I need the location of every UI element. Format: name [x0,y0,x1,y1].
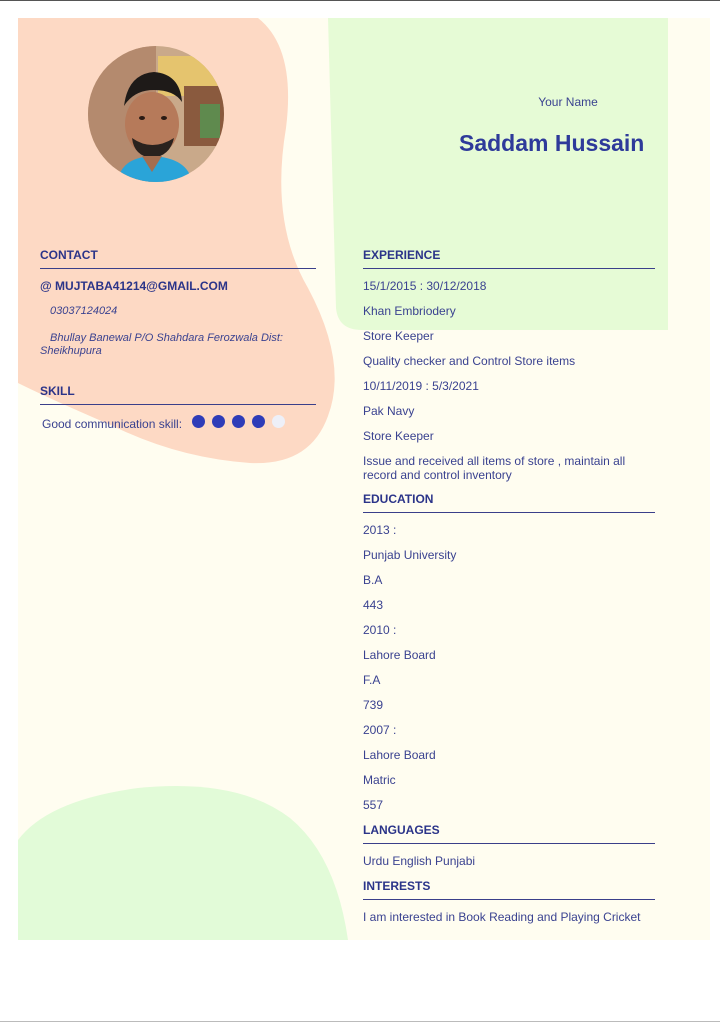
experience-role: Store Keeper [363,429,434,443]
interests-divider [363,899,655,900]
contact-heading: CONTACT [40,248,98,262]
experience-dates: 15/1/2015 : 30/12/2018 [363,279,487,293]
top-border [0,0,720,1]
education-institution: Lahore Board [363,648,436,662]
skill-dot-1 [192,415,205,428]
bottom-border [0,1021,720,1022]
contact-email: @ MUJTABA41214@GMAIL.COM [40,279,228,293]
profile-photo [88,46,224,182]
right-column [363,248,655,935]
resume-page [18,18,710,940]
experience-company: Pak Navy [363,404,415,418]
experience-company: Khan Embriodery [363,304,456,318]
left-column [40,248,316,433]
education-marks: 739 [363,698,384,712]
name-label: Your Name [538,95,598,109]
education-institution: Lahore Board [363,748,436,762]
contact-phone: 03037124024 [50,305,118,317]
education-entry [363,523,655,612]
mint-blob-bottom-shape [18,786,348,940]
skill-label: Good communication skill: [42,417,183,431]
experience-entry [363,279,655,368]
education-degree: F.A [363,673,381,687]
education-marks: 443 [363,598,384,612]
languages-text: Urdu English Punjabi [363,854,476,868]
experience-dates: 10/11/2019 : 5/3/2021 [363,379,479,393]
education-divider [363,512,655,513]
contact-address: Bhullay Banewal P/O Shahdara Ferozwala Dist: Sheikhupura [40,332,283,357]
languages-heading: LANGUAGES [363,823,440,837]
portrait-illustration [88,46,224,182]
education-year: 2010 : [363,623,397,637]
languages-divider [363,843,655,844]
experience-entry [363,379,655,482]
experience-role: Store Keeper [363,329,434,343]
interests-text: I am interested in Book Reading and Playing Cricket [363,910,641,924]
education-entry [363,623,655,712]
education-degree: B.A [363,573,383,587]
skill-divider [40,404,316,405]
interests-heading: INTERESTS [363,879,431,893]
education-year: 2013 : [363,523,397,537]
education-year: 2007 : [363,723,397,737]
experience-description: Quality checker and Control Store items [363,354,576,368]
skill-dot-3 [232,415,245,428]
education-marks: 557 [363,798,384,812]
skill-level-dots [192,415,292,433]
skill-row [42,415,316,433]
experience-description: Issue and received all items of store , maintain all record and control inventory [363,454,626,482]
full-name: Saddam Hussain [459,130,645,156]
education-degree: Matric [363,773,396,787]
education-entry [363,723,655,812]
skill-dot-5 [272,415,285,428]
contact-divider [40,268,316,269]
experience-divider [363,268,655,269]
skill-dot-2 [212,415,225,428]
skill-dot-4 [252,415,265,428]
education-heading: EDUCATION [363,492,434,506]
education-institution: Punjab University [363,548,457,562]
skill-heading: SKILL [40,384,75,398]
experience-heading: EXPERIENCE [363,248,441,262]
